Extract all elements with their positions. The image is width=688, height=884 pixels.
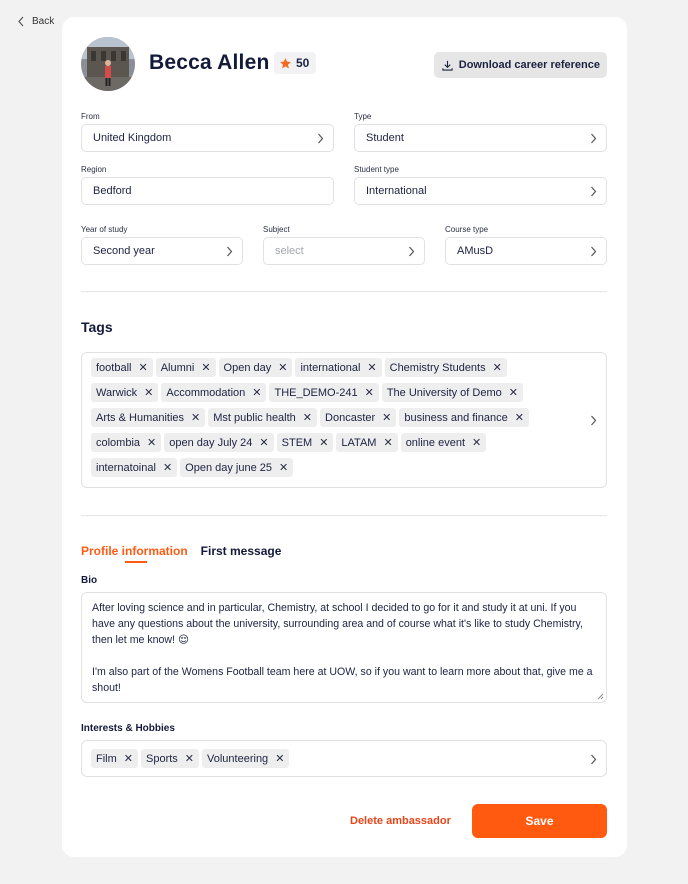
tag-chip	[336, 433, 397, 452]
interest-chip	[141, 749, 199, 768]
year-of-study-select[interactable]	[81, 237, 243, 265]
tab-first-message[interactable]: First message	[200, 544, 282, 558]
tag-label: Open day june 25	[185, 461, 273, 474]
bio-textarea[interactable]	[81, 592, 607, 703]
remove-tag-icon[interactable]: ✕	[259, 437, 269, 449]
tab-profile-information[interactable]: Profile information	[81, 544, 188, 562]
tag-chip	[91, 458, 177, 477]
tag-chip	[382, 383, 523, 402]
chevron-right-icon	[317, 133, 324, 144]
student-type-label: Student type	[354, 165, 399, 174]
tag-label: Mst public health	[213, 411, 296, 424]
remove-tag-icon[interactable]: ✕	[492, 362, 502, 374]
tag-label: THE_DEMO-241	[274, 386, 358, 399]
tag-chip	[164, 433, 273, 452]
subject-label: Subject	[263, 225, 290, 234]
profile-card	[62, 17, 627, 857]
tag-label: Doncaster	[325, 411, 376, 424]
remove-interest-icon[interactable]: ✕	[275, 753, 285, 765]
avatar	[81, 37, 135, 91]
tag-chip	[91, 433, 161, 452]
tag-label: The University of Demo	[386, 386, 502, 399]
interest-label: Volunteering	[207, 752, 269, 765]
interests-list	[91, 749, 289, 768]
remove-tag-icon[interactable]: ✕	[508, 387, 518, 399]
download-career-reference-button[interactable]	[434, 52, 607, 78]
student-type-value: International	[366, 185, 427, 197]
remove-tag-icon[interactable]: ✕	[147, 437, 157, 449]
remove-interest-icon[interactable]: ✕	[184, 753, 195, 765]
tag-chip	[385, 358, 507, 377]
tag-label: international	[300, 361, 361, 374]
from-select[interactable]	[81, 124, 334, 152]
tag-chip	[91, 383, 158, 402]
remove-tag-icon[interactable]: ✕	[191, 412, 201, 424]
tag-chip	[91, 358, 153, 377]
subject-placeholder: select	[275, 245, 304, 257]
divider	[81, 515, 607, 516]
tags-title: Tags	[81, 319, 113, 335]
year-of-study-value: Second year	[93, 245, 155, 257]
tag-chip	[180, 458, 293, 477]
course-type-value: AMusD	[457, 245, 494, 257]
profile-name: Becca Allen	[149, 51, 270, 74]
remove-tag-icon[interactable]: ✕	[138, 362, 148, 374]
tag-label: online event	[405, 436, 466, 449]
remove-tag-icon[interactable]: ✕	[367, 362, 377, 374]
save-button[interactable]: Save	[472, 804, 607, 838]
tag-chip	[269, 383, 378, 402]
type-label: Type	[354, 112, 372, 121]
tag-chip	[295, 358, 381, 377]
chevron-right-icon	[590, 186, 597, 197]
tag-chip	[208, 408, 317, 427]
tag-label: LATAM	[341, 436, 377, 449]
interests-label: Interests & Hobbies	[81, 723, 175, 734]
rating-value: 50	[296, 56, 310, 70]
chevron-right-icon	[590, 133, 597, 144]
tag-chip	[91, 408, 205, 427]
tag-label: football	[96, 361, 132, 374]
remove-tag-icon[interactable]: ✕	[162, 462, 173, 474]
remove-tag-icon[interactable]: ✕	[278, 362, 288, 374]
remove-tag-icon[interactable]: ✕	[383, 437, 393, 449]
bio-label: Bio	[81, 575, 98, 586]
bio-paragraph: I'm also part of the Womens Football team here at UOW, so if you want to learn more about that, give me a shout!	[92, 666, 593, 694]
tag-label: Chemistry Students	[389, 361, 486, 374]
chevron-right-icon	[590, 415, 597, 426]
from-label: From	[81, 112, 100, 121]
chevron-right-icon	[408, 246, 415, 257]
bio-paragraph: After loving science and in particular, Chemistry, at school I decided to go for it and study it at uni. If you have any questions about the university, surrounding area and of course what it's like to study Chemistry, then let me know! 😌	[92, 602, 583, 646]
tag-label: open day July 24	[169, 436, 253, 449]
remove-tag-icon[interactable]: ✕	[472, 437, 482, 449]
interest-label: Film	[96, 752, 117, 765]
tag-chip	[219, 358, 293, 377]
tag-label: internatoinal	[96, 461, 156, 474]
tag-label: Warwick	[96, 386, 138, 399]
remove-tag-icon[interactable]: ✕	[279, 462, 289, 474]
interests-box[interactable]	[81, 740, 607, 777]
course-type-label: Course type	[445, 225, 489, 234]
rating-badge	[274, 52, 316, 74]
from-value: United Kingdom	[93, 132, 172, 144]
tag-chip	[320, 408, 396, 427]
profile-header	[81, 37, 607, 92]
delete-ambassador-button[interactable]: Delete ambassador	[350, 815, 451, 827]
tag-chip	[161, 383, 266, 402]
tag-label: STEM	[281, 436, 313, 449]
type-select[interactable]	[354, 124, 607, 152]
tag-label: Arts & Humanities	[96, 411, 185, 424]
type-value: Student	[366, 132, 404, 144]
tag-label: business and finance	[404, 411, 508, 424]
region-label: Region	[81, 165, 107, 174]
chevron-left-icon	[17, 16, 26, 27]
chevron-right-icon	[590, 754, 597, 765]
chevron-right-icon	[226, 246, 233, 257]
back-label: Back	[32, 16, 55, 27]
student-type-select[interactable]	[354, 177, 607, 205]
profile-tabs	[81, 544, 281, 562]
region-input[interactable]	[81, 177, 334, 205]
tag-label: Alumni	[160, 361, 195, 374]
remove-tag-icon[interactable]: ✕	[364, 387, 374, 399]
course-type-select[interactable]	[445, 237, 607, 265]
tag-chip	[156, 358, 216, 377]
year-of-study-label: Year of study	[81, 225, 128, 234]
tag-chip	[399, 408, 529, 427]
remove-tag-icon[interactable]: ✕	[319, 437, 329, 449]
resize-handle-icon[interactable]	[597, 693, 604, 700]
remove-tag-icon[interactable]: ✕	[201, 362, 211, 374]
tag-label: Open day	[223, 361, 272, 374]
divider	[81, 291, 607, 292]
subject-select[interactable]	[263, 237, 425, 265]
interest-label: Sports	[146, 752, 178, 765]
tag-chip	[401, 433, 487, 452]
remove-tag-icon[interactable]: ✕	[302, 412, 313, 424]
download-label: Download career reference	[458, 59, 600, 71]
interest-chip	[202, 749, 289, 768]
tag-label: colombia	[96, 436, 141, 449]
tags-list	[91, 358, 561, 477]
tags-box[interactable]	[81, 352, 607, 488]
remove-tag-icon[interactable]: ✕	[514, 412, 524, 424]
tag-chip	[277, 433, 334, 452]
tag-label: Accommodation	[166, 386, 246, 399]
download-icon	[442, 60, 453, 71]
chevron-right-icon	[590, 246, 597, 257]
remove-tag-icon[interactable]: ✕	[144, 387, 154, 399]
back-link[interactable]	[17, 16, 54, 27]
interest-chip	[91, 749, 138, 768]
remove-interest-icon[interactable]: ✕	[123, 753, 133, 765]
remove-tag-icon[interactable]: ✕	[252, 387, 262, 399]
star-icon	[279, 57, 292, 70]
remove-tag-icon[interactable]: ✕	[382, 412, 392, 424]
region-value: Bedford	[93, 185, 132, 197]
